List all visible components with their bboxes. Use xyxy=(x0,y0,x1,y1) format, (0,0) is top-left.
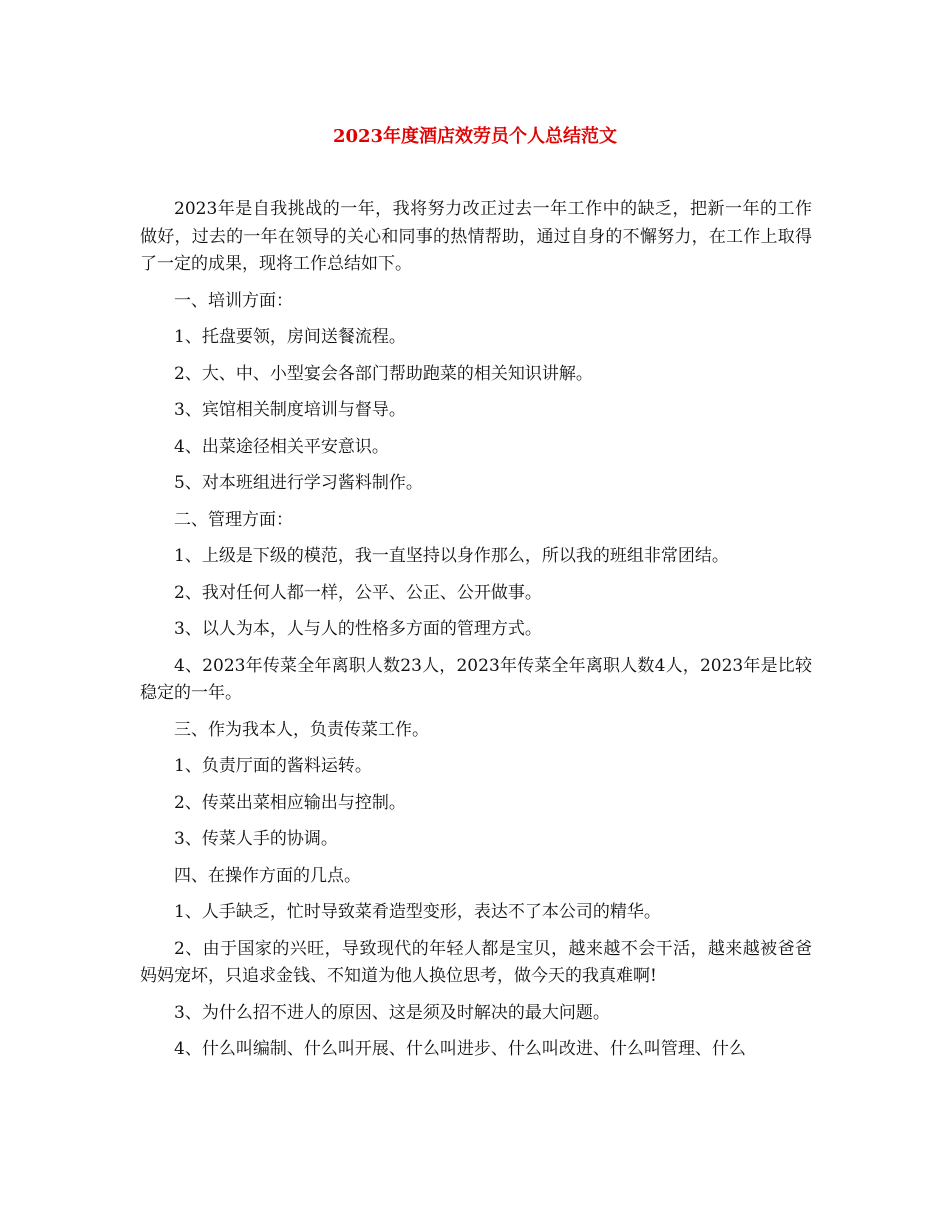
list-item: 4、2023年传菜全年离职人数23人，2023年传菜全年离职人数4人，2023年是比较稳定的一年。 xyxy=(140,655,812,703)
document-title: 2023年度酒店效劳员个人总结范文 xyxy=(332,126,618,147)
list-item: 2、大、中、小型宴会各部门帮助跑菜的相关知识讲解。 xyxy=(174,363,593,384)
heading-management: 二、管理方面： xyxy=(174,509,293,530)
list-item: 3、为什么招不进人的原因、这是须及时解决的最大问题。 xyxy=(174,1002,610,1023)
list-item: 2、由于国家的兴旺，导致现代的年轻人都是宝贝，越来越不会干活，越来越被爸爸妈妈宠坏，只追求金钱、不知道为他人换位思考，做今天的我真难啊! xyxy=(140,938,812,986)
list-item: 3、以人为本，人与人的性格多方面的管理方式。 xyxy=(174,619,542,639)
list-item: 3、宾馆相关制度培训与督导。 xyxy=(174,400,406,420)
heading-training: 一、培训方面： xyxy=(174,290,293,311)
list-item: 2、我对任何人都一样，公平、公正、公开做事。 xyxy=(174,582,542,603)
list-item: 5、对本班组进行学习酱料制作。 xyxy=(174,473,423,493)
list-item: 4、什么叫编制、什么叫开展、什么叫进步、什么叫改进、什么叫管理、什么 xyxy=(174,1039,746,1059)
list-item: 1、上级是下级的模范，我一直坚持以身作那么，所以我的班组非常团结。 xyxy=(174,546,729,566)
list-item: 2、传菜出菜相应输出与控制。 xyxy=(174,792,406,813)
document-body xyxy=(140,196,812,1073)
heading-personal-role: 三、作为我本人，负责传菜工作。 xyxy=(174,719,429,740)
list-item: 1、人手缺乏，忙时导致菜肴造型变形，表达不了本公司的精华。 xyxy=(174,902,661,922)
paragraph-intro: 2023年是自我挑战的一年，我将努力改正过去一年工作中的缺乏，把新一年的工作做好，过去的一年在领导的关心和同事的热情帮助，通过自身的不懈努力，在工作上取得了一定的成果，现将工作总结如下。 xyxy=(140,199,812,274)
heading-operations: 四、在操作方面的几点。 xyxy=(174,865,361,886)
list-item: 1、负责厅面的酱料运转。 xyxy=(174,756,372,776)
list-item: 4、出菜途径相关平安意识。 xyxy=(174,436,389,457)
list-item: 1、托盘要领，房间送餐流程。 xyxy=(174,327,406,347)
list-item: 3、传菜人手的协调。 xyxy=(174,829,338,849)
